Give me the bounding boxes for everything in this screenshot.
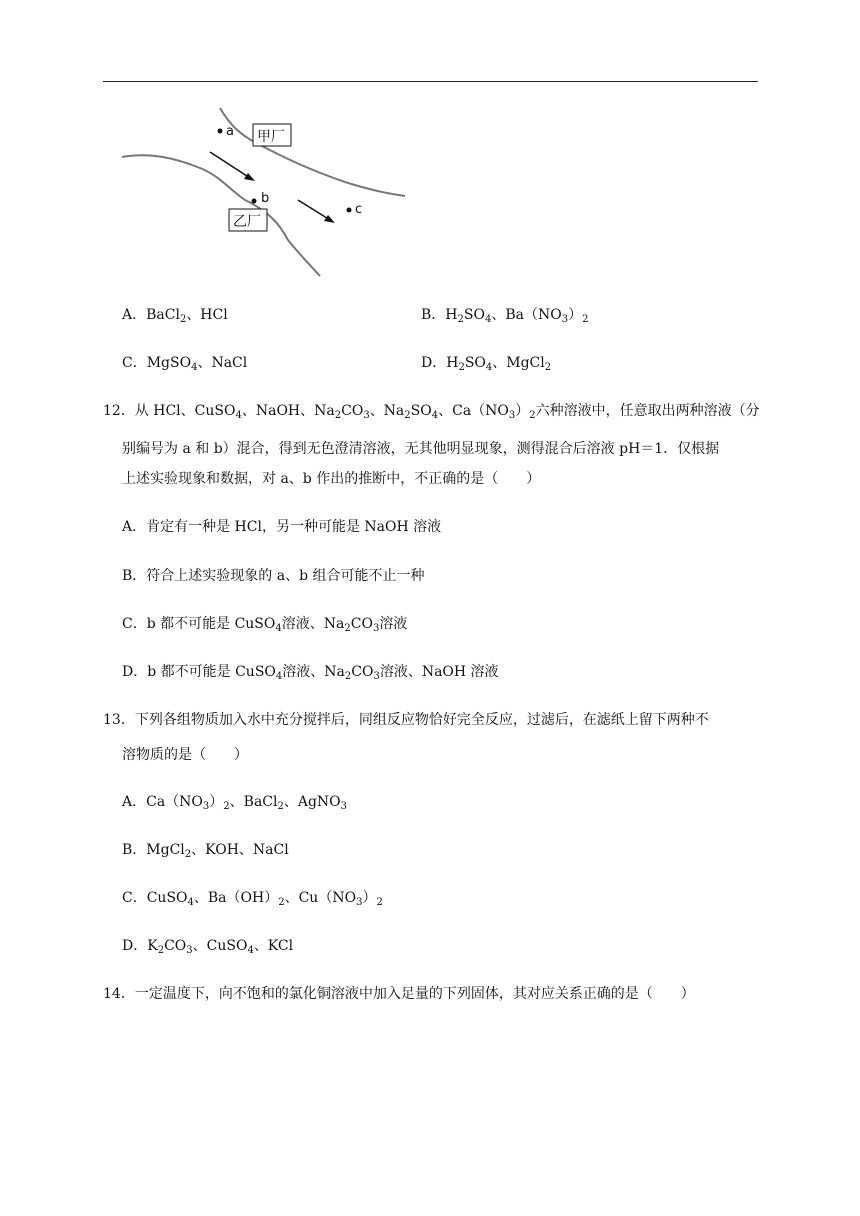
q11-option-a: A．BaCl$_2$、HCl bbox=[122, 307, 228, 325]
river-bank-lower bbox=[122, 155, 320, 276]
q12-option-d: D．b 都不可能是 CuSO$_4$溶液、$Na_2CO_3$溶液、NaOH 溶液 bbox=[122, 664, 499, 682]
q12-stem-line2: 别编号为 a 和 b）混合，得到无色澄清溶液，无其他明显现象，测得混合后溶液 pH＝1．仅根据 bbox=[122, 441, 720, 457]
point-b-dot bbox=[252, 199, 257, 204]
q12-option-c: C．b 都不可能是 CuSO$_4$溶液、$Na_2CO_3$溶液 bbox=[122, 616, 408, 634]
q12-stem-line1: 12．从 HCl、CuSO$_4$、NaOH、$Na_2CO_3$、$Na_2SO_4$、$Ca(NO_3)_2$六种溶液中，任意取出两种溶液（分 bbox=[103, 403, 760, 421]
point-b-label: b bbox=[261, 191, 270, 206]
q12-stem-line3: 上述实验现象和数据，对 a、b 作出的推断中，不正确的是（ ） bbox=[122, 471, 541, 487]
point-c-dot bbox=[347, 208, 352, 213]
q13-option-b: B．MgCl$_2$、KOH、NaCl bbox=[122, 842, 289, 860]
factory-a-label: 甲厂 bbox=[257, 129, 285, 145]
q11-option-c: C．MgSO$_4$、NaCl bbox=[122, 355, 248, 373]
q13-stem-line2: 溶物质的是（ ） bbox=[122, 747, 248, 763]
factory-b-label: 乙厂 bbox=[233, 214, 261, 230]
header-rule bbox=[103, 81, 758, 82]
river-bank-upper bbox=[220, 108, 405, 196]
river-factory-figure bbox=[120, 100, 420, 285]
q12-option-b: B．符合上述实验现象的 a、b 组合可能不止一种 bbox=[122, 568, 425, 584]
q13-option-c: C．CuSO$_4$、$Ba(OH)_2$、$Cu(NO_3)_2$ bbox=[122, 890, 383, 908]
flow-arrow-1 bbox=[210, 152, 250, 178]
flow-arrow-2 bbox=[298, 200, 330, 220]
q14-stem-line1: 14．一定温度下，向不饱和的氯化铜溶液中加入足量的下列固体，其对应关系正确的是（ ） bbox=[103, 986, 695, 1002]
q13-option-d: D．$K_2CO_3$、CuSO$_4$、KCl bbox=[122, 938, 294, 956]
point-a-label: a bbox=[226, 124, 234, 139]
q13-option-a: A．$Ca(NO_3)_2$、BaCl$_2$、AgNO$_3$ bbox=[122, 794, 348, 812]
point-c-label: c bbox=[355, 202, 363, 217]
q13-stem-line1: 13．下列各组物质加入水中充分搅拌后，同组反应物恰好完全反应，过滤后，在滤纸上留下两种不 bbox=[103, 712, 709, 728]
q11-option-d: D．$H_2SO_4$、MgCl$_2$ bbox=[421, 355, 552, 373]
flow-arrow-2-head bbox=[324, 215, 335, 223]
q12-option-a: A．肯定有一种是 HCl，另一种可能是 NaOH 溶液 bbox=[122, 519, 442, 535]
flow-arrow-1-head bbox=[244, 173, 255, 181]
point-a-dot bbox=[218, 129, 223, 134]
q11-option-b: B．$H_2SO_4$、$Ba(NO_3)_2$ bbox=[421, 307, 589, 325]
